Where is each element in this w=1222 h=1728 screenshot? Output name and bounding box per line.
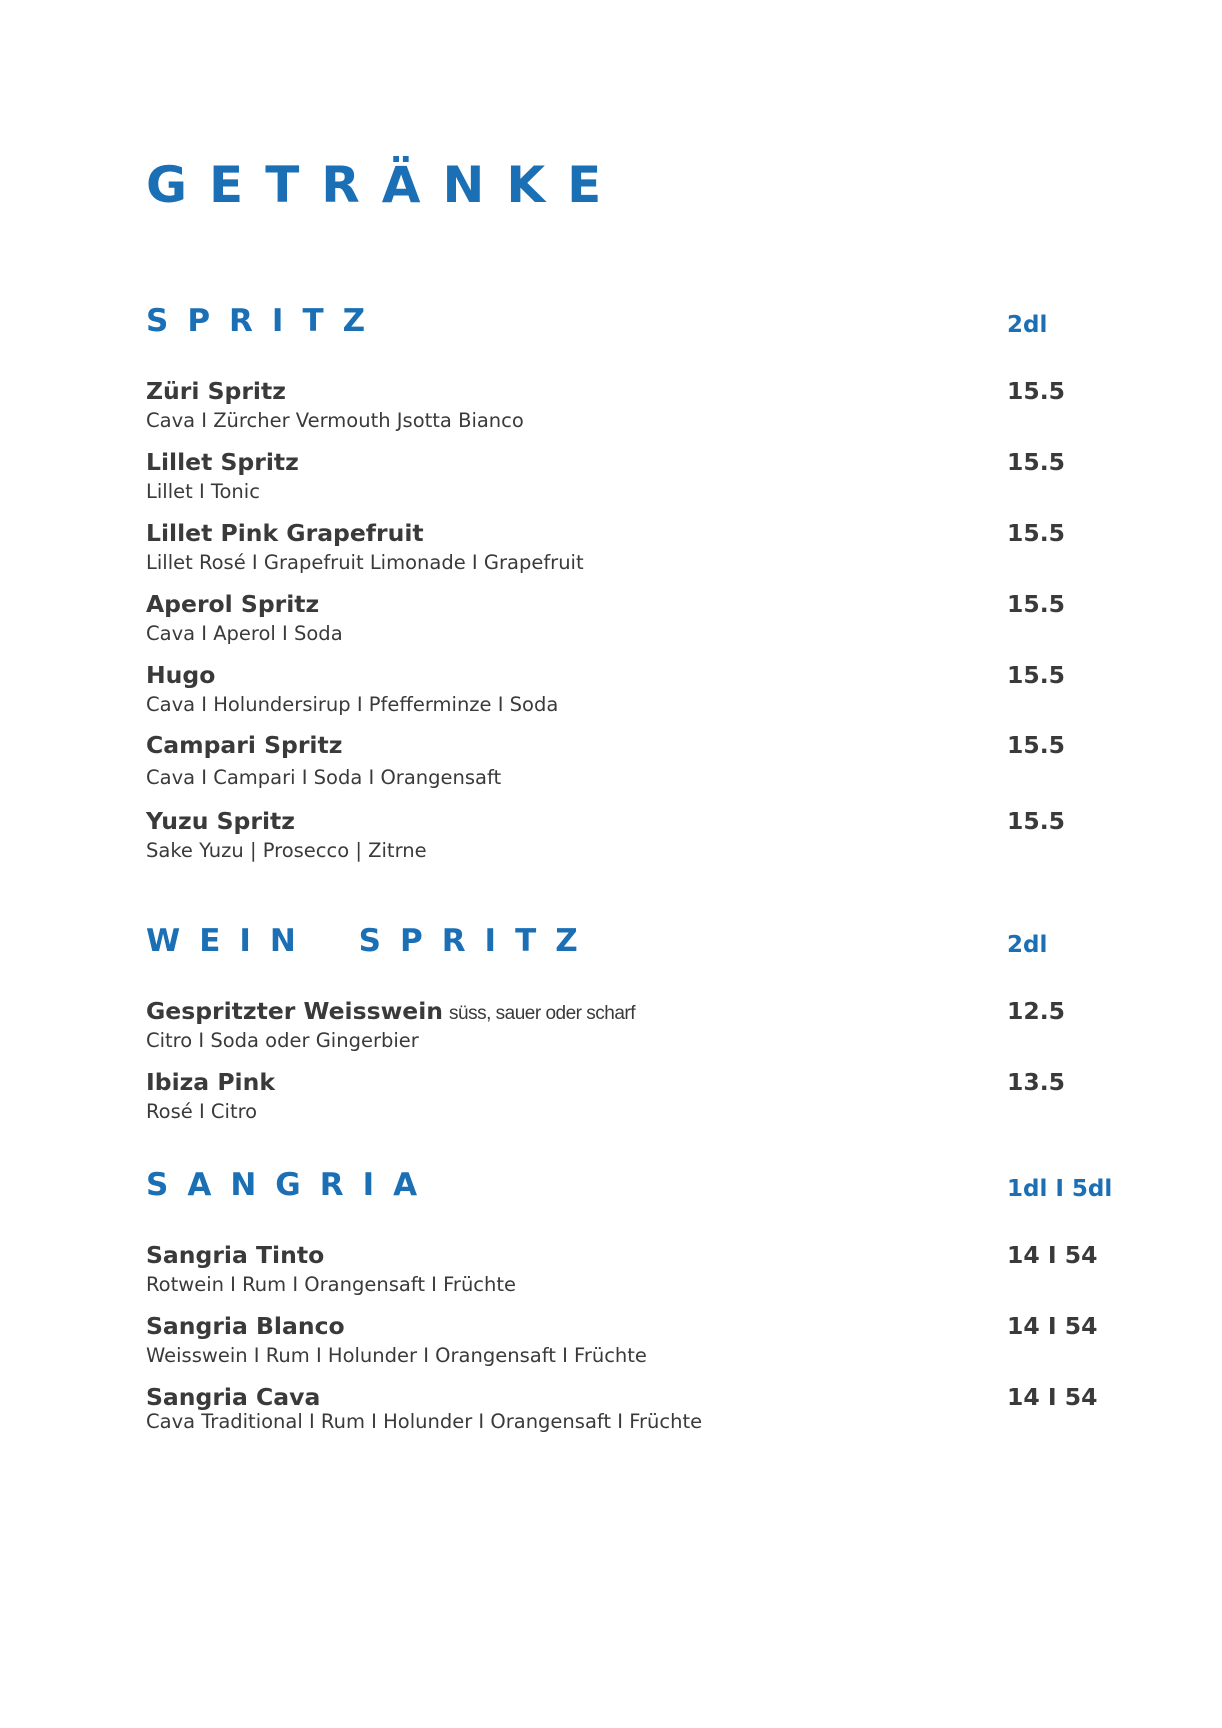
section-unit: 2dl <box>1007 312 1048 338</box>
item-description: Lillet Rosé I Grapefruit Limonade I Grapefruit <box>146 551 584 574</box>
item-note: süss, sauer oder scharf <box>449 1003 636 1024</box>
item-name <box>146 997 636 1025</box>
item-description: Rotwein I Rum I Orangensaft I Früchte <box>146 1273 517 1296</box>
section-title: SPRITZ <box>146 303 385 339</box>
menu-item <box>146 997 1106 1060</box>
menu-item <box>146 1312 1106 1375</box>
item-price: 14 I 54 <box>1007 1241 1098 1269</box>
item-description: Cava I Zürcher Vermouth Jsotta Bianco <box>146 409 524 432</box>
item-price: 15.5 <box>1007 731 1065 759</box>
menu-item <box>146 519 1106 582</box>
item-description: Citro I Soda oder Gingerbier <box>146 1029 419 1052</box>
item-description: Sake Yuzu | Prosecco | Zitrne <box>146 839 427 862</box>
item-price: 14 I 54 <box>1007 1312 1098 1340</box>
item-name: Aperol Spritz <box>146 590 320 618</box>
item-name: Sangria Tinto <box>146 1241 325 1269</box>
page-title: GETRÄNKE <box>146 156 624 214</box>
menu-item <box>146 448 1106 511</box>
item-name: Lillet Spritz <box>146 448 299 476</box>
section-title: SANGRIA <box>146 1167 437 1203</box>
menu-item <box>146 731 1106 794</box>
menu-item <box>146 1241 1106 1304</box>
section-title: WEIN SPRITZ <box>146 923 597 959</box>
item-name: Züri Spritz <box>146 377 286 405</box>
item-price: 15.5 <box>1007 377 1065 405</box>
item-price: 14 I 54 <box>1007 1383 1098 1411</box>
item-description: Cava I Holundersirup I Pfefferminze I Soda <box>146 693 559 716</box>
menu-item <box>146 1068 1106 1131</box>
item-price: 15.5 <box>1007 807 1065 835</box>
item-description: Cava I Campari I Soda I Orangensaft <box>146 766 502 789</box>
item-name: Yuzu Spritz <box>146 807 295 835</box>
menu-item <box>146 807 1106 870</box>
section-unit: 2dl <box>1007 932 1048 958</box>
item-name: Sangria Blanco <box>146 1312 345 1340</box>
item-price: 15.5 <box>1007 448 1065 476</box>
item-price: 15.5 <box>1007 590 1065 618</box>
item-price: 15.5 <box>1007 519 1065 547</box>
item-description: Cava I Aperol I Soda <box>146 622 343 645</box>
menu-item <box>146 590 1106 653</box>
item-description: Cava Traditional I Rum I Holunder I Orangensaft I Früchte <box>146 1410 703 1433</box>
item-name-text: Gespritzter Weisswein <box>146 997 444 1025</box>
section-header <box>146 923 1106 966</box>
menu-item <box>146 1383 1106 1446</box>
menu-item <box>146 377 1106 440</box>
item-price: 15.5 <box>1007 661 1065 689</box>
item-price: 13.5 <box>1007 1068 1065 1096</box>
item-price: 12.5 <box>1007 997 1065 1025</box>
item-name: Hugo <box>146 661 216 689</box>
item-name: Lillet Pink Grapefruit <box>146 519 424 547</box>
section-header <box>146 1167 1113 1210</box>
section-sangria <box>146 1167 1113 1440</box>
item-description: Weisswein I Rum I Holunder I Orangensaft I Früchte <box>146 1344 647 1367</box>
item-description: Lillet I Tonic <box>146 480 260 503</box>
section-spritz <box>146 303 1106 876</box>
item-name: Sangria Cava <box>146 1383 321 1411</box>
section-header <box>146 303 1106 346</box>
item-name: Campari Spritz <box>146 731 343 759</box>
menu-item <box>146 661 1106 724</box>
section-unit: 1dl I 5dl <box>1007 1176 1113 1202</box>
item-description: Rosé I Citro <box>146 1100 258 1123</box>
item-name: Ibiza Pink <box>146 1068 275 1096</box>
section-wein-spritz <box>146 923 1106 1136</box>
